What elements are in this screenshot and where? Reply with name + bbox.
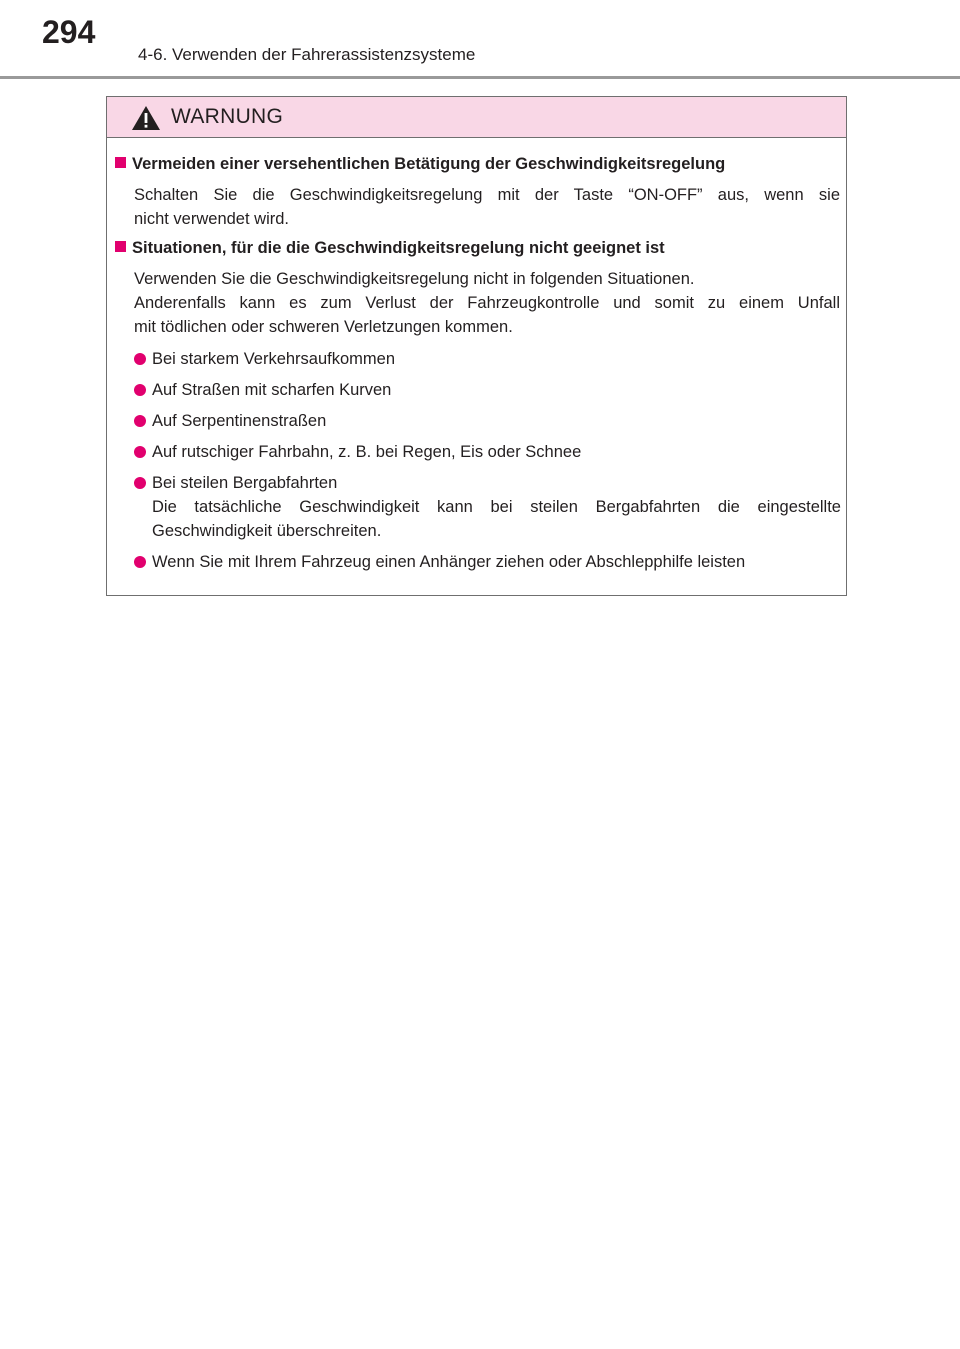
list-item-detail: [152, 495, 841, 543]
list-item-text: Auf Serpentinenstraßen: [152, 412, 327, 430]
section-heading-text: Situationen, für die die Geschwindigkeitsregelung nicht geeignet ist: [132, 239, 665, 257]
page-number: 294: [42, 14, 96, 50]
circle-bullet-icon: [134, 446, 146, 458]
list-item-text: Wenn Sie mit Ihrem Fahrzeug einen Anhänger ziehen oder Abschlepphilfe leisten: [152, 553, 746, 571]
section-heading-text: Vermeiden einer versehentlichen Betätigung der Geschwindigkeitsregelung: [132, 155, 726, 173]
list-item: [134, 378, 841, 402]
warning-box: [106, 96, 847, 596]
detail-line: Die tatsächliche Geschwindigkeit kann bei steilen Bergabfahrten die eingestellte: [152, 498, 841, 516]
paragraph-line: Schalten Sie die Geschwindigkeitsregelung mit der Taste “ON-OFF” aus, wenn sie: [134, 186, 840, 204]
section-heading: [115, 155, 725, 174]
circle-bullet-icon: [134, 415, 146, 427]
detail-line: Geschwindigkeit überschreiten.: [152, 522, 382, 540]
section-paragraph: [134, 267, 840, 339]
square-bullet-icon: [115, 241, 126, 252]
list-item-text: Auf Straßen mit scharfen Kurven: [152, 381, 392, 399]
section-title: 4-6. Verwenden der Fahrerassistenzsysteme: [138, 45, 476, 64]
paragraph-line: mit tödlichen oder schweren Verletzungen kommen.: [134, 318, 513, 336]
list-item: [134, 550, 841, 574]
circle-bullet-icon: [134, 477, 146, 489]
list-item-text: Auf rutschiger Fahrbahn, z. B. bei Regen, Eis oder Schnee: [152, 443, 582, 461]
warning-header: [107, 97, 846, 138]
circle-bullet-icon: [134, 556, 146, 568]
list-item: [134, 471, 841, 543]
warning-title: WARNUNG: [171, 105, 284, 128]
paragraph-line: Anderenfalls kann es zum Verlust der Fahrzeugkontrolle und somit zu einem Unfall: [134, 294, 840, 312]
header-rule: [0, 76, 960, 79]
square-bullet-icon: [115, 157, 126, 168]
page-header: [0, 0, 960, 80]
section-paragraph: [134, 183, 840, 231]
list-item: [134, 347, 841, 371]
list-item-text: Bei steilen Bergabfahrten: [152, 474, 338, 492]
section-heading: [115, 239, 665, 258]
paragraph-line: Verwenden Sie die Geschwindigkeitsregelung nicht in folgenden Situationen.: [134, 270, 695, 288]
list-item-text: Bei starkem Verkehrsaufkommen: [152, 350, 396, 368]
circle-bullet-icon: [134, 353, 146, 365]
list-item: [134, 409, 841, 433]
warning-triangle-icon: [131, 105, 161, 131]
circle-bullet-icon: [134, 384, 146, 396]
paragraph-line: nicht verwendet wird.: [134, 210, 289, 228]
list-item: [134, 440, 841, 464]
